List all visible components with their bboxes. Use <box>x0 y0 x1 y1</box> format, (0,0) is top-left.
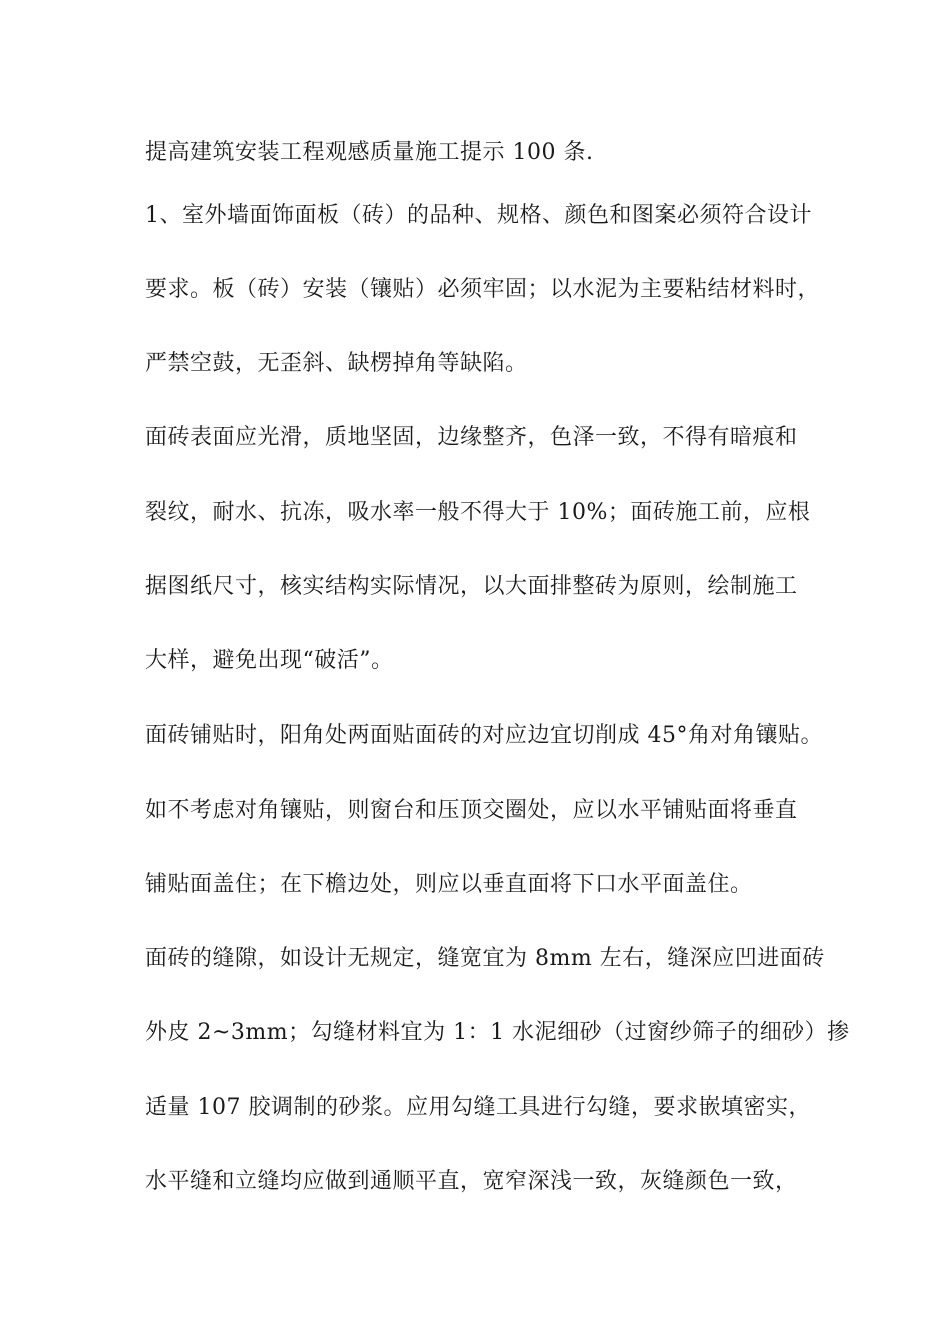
text-line-9: 如不考虑对角镶贴，则窗台和压顶交圈处，应以水平铺贴面将垂直 <box>145 798 798 823</box>
text-line-8: 面砖铺贴时，阳角处两面贴面砖的对应边宜切削成 45°角对角镶贴。 <box>145 723 823 748</box>
text-line-1: 1、室外墙面饰面板（砖）的品种、规格、颜色和图案必须符合设计 <box>145 203 812 228</box>
text-line-5: 裂纹，耐水、抗冻，吸水率一般不得大于 10%；面砖施工前，应根 <box>145 500 811 525</box>
text-line-14: 水平缝和立缝均应做到通顺平直，宽窄深浅一致，灰缝颜色一致， <box>145 1169 798 1194</box>
text-line-2: 要求。板（砖）安装（镶贴）必须牢固；以水泥为主要粘结材料时， <box>145 277 821 302</box>
text-line-10: 铺贴面盖住；在下檐边处，则应以垂直面将下口水平面盖住。 <box>145 872 753 897</box>
text-line-13: 适量 107 胶调制的砂浆。应用勾缝工具进行勾缝，要求嵌填密实， <box>145 1095 811 1120</box>
text-line-7: 大样，避免出现“破活”。 <box>145 648 394 673</box>
text-line-6: 据图纸尺寸，核实结构实际情况，以大面排整砖为原则，绘制施工 <box>145 574 798 599</box>
text-line-12: 外皮 2~3mm；勾缝材料宜为 1：1 水泥细砂（过窗纱筛子的细砂）掺 <box>145 1020 850 1045</box>
document-title: 提高建筑安装工程观感质量施工提示 100 条. <box>145 140 594 165</box>
text-line-3: 严禁空鼓，无歪斜、缺楞掉角等缺陷。 <box>145 351 528 376</box>
text-line-11: 面砖的缝隙，如设计无规定，缝宽宜为 8mm 左右，缝深应凹进面砖 <box>145 946 825 971</box>
text-line-4: 面砖表面应光滑，质地坚固，边缘整齐，色泽一致，不得有暗痕和 <box>145 425 798 450</box>
